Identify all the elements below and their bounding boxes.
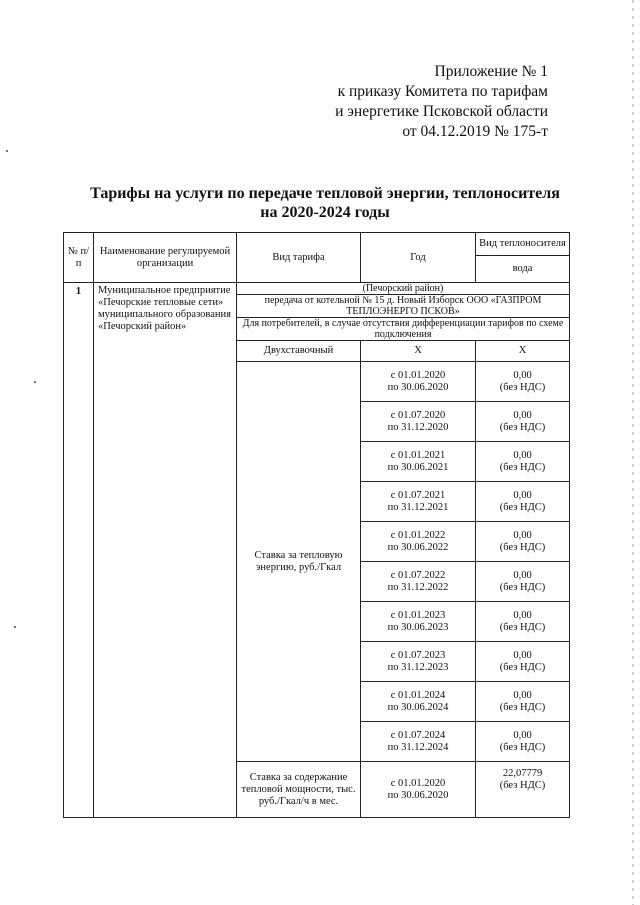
period-cell xyxy=(361,482,476,522)
period-cell xyxy=(361,402,476,442)
appendix-block xyxy=(335,62,548,142)
scan-speck xyxy=(14,626,16,628)
period-from: с 01.07.2021 xyxy=(390,489,446,501)
period-from: с 01.07.2024 xyxy=(390,729,446,741)
period-to: по 30.06.2023 xyxy=(387,621,449,633)
period-from: с 01.07.2020 xyxy=(390,409,446,421)
period-to: по 30.06.2021 xyxy=(387,461,449,473)
vat-note: (без НДС) xyxy=(499,501,546,513)
period-to: по 30.06.2024 xyxy=(387,701,449,713)
period-to: по 31.12.2020 xyxy=(387,421,449,433)
vat-note: (без НДС) xyxy=(499,741,546,753)
value-cell xyxy=(476,562,570,602)
value-cell xyxy=(476,362,570,402)
period-to: по 30.06.2020 xyxy=(387,789,449,801)
scan-speck xyxy=(34,381,36,383)
period-to: по 31.12.2021 xyxy=(387,501,449,513)
header-water: вода xyxy=(476,256,570,283)
scan-edge xyxy=(632,0,634,905)
value-cell xyxy=(476,722,570,762)
value-cell xyxy=(476,482,570,522)
vat-note: (без НДС) xyxy=(499,421,546,433)
value: 0,00 xyxy=(513,729,532,741)
period-cell xyxy=(361,762,476,818)
period-from: с 01.07.2022 xyxy=(390,569,446,581)
period-to: по 30.06.2022 xyxy=(387,541,449,553)
header-carrier: Вид теплоносителя xyxy=(476,233,570,256)
vat-note: (без НДС) xyxy=(499,780,546,791)
scan-speck xyxy=(6,150,8,152)
value: 0,00 xyxy=(513,449,532,461)
period-cell xyxy=(361,442,476,482)
energy-rate-label: Ставка за тепловую энергию, руб./Гкал xyxy=(237,362,361,762)
header-tariff-type: Вид тарифа xyxy=(237,233,361,283)
value-cell xyxy=(476,682,570,722)
capacity-rate-label: Ставка за содержание тепловой мощности, тыс. руб./Гкал/ч в мес. xyxy=(237,762,361,818)
table-row xyxy=(64,283,570,295)
value: 0,00 xyxy=(513,609,532,621)
appendix-line: Приложение № 1 xyxy=(434,63,548,80)
title-line: на 2020-2024 годы xyxy=(260,204,390,221)
value: 0,00 xyxy=(513,529,532,541)
vat-note: (без НДС) xyxy=(499,461,546,473)
appendix-line: от 04.12.2019 № 175-т xyxy=(402,123,548,140)
vat-note: (без НДС) xyxy=(499,581,546,593)
value: 22,07779 xyxy=(502,768,543,779)
value-cell xyxy=(476,522,570,562)
value: 0,00 xyxy=(513,569,532,581)
period-to: по 31.12.2022 xyxy=(387,581,449,593)
value-cell xyxy=(476,402,570,442)
value-cell xyxy=(476,602,570,642)
two-part-year: Х xyxy=(361,341,476,362)
appendix-line: и энергетике Псковской области xyxy=(335,103,548,120)
value: 0,00 xyxy=(513,649,532,661)
period-cell xyxy=(361,562,476,602)
header-org: Наименование регулируемой организации xyxy=(94,233,237,283)
period-from: с 01.01.2021 xyxy=(390,449,446,461)
period-from: с 01.01.2023 xyxy=(390,609,446,621)
vat-note: (без НДС) xyxy=(499,661,546,673)
period-from: с 01.07.2023 xyxy=(390,649,446,661)
org-name: Муниципальное предприятие «Печорские тепловые сети» муниципального образования «Печорский район» xyxy=(94,283,237,818)
transfer-label: передача от котельной № 15 д. Новый Изборск ООО «ГАЗПРОМ ТЕПЛОЭНЕРГО ПСКОВ» xyxy=(237,295,570,318)
vat-note: (без НДС) xyxy=(499,621,546,633)
period-cell xyxy=(361,642,476,682)
row-num: 1 xyxy=(64,283,94,818)
two-part-value: Х xyxy=(476,341,570,362)
value: 0,00 xyxy=(513,489,532,501)
period-from: с 01.01.2024 xyxy=(390,689,446,701)
period-to: по 31.12.2024 xyxy=(387,741,449,753)
period-cell xyxy=(361,522,476,562)
header-year: Год xyxy=(361,233,476,283)
document-title xyxy=(90,184,560,222)
vat-note: (без НДС) xyxy=(499,701,546,713)
title-line: Тарифы на услуги по передаче тепловой энергии, теплоносителя xyxy=(90,185,560,202)
table-header-row xyxy=(64,233,570,256)
value-cell xyxy=(476,642,570,682)
value: 0,00 xyxy=(513,409,532,421)
period-cell xyxy=(361,602,476,642)
value: 0,00 xyxy=(513,369,532,381)
vat-note: (без НДС) xyxy=(499,541,546,553)
consumers-label: Для потребителей, в случае отсутствия дифференциации тарифов по схеме подключения xyxy=(237,318,570,341)
period-from: с 01.01.2020 xyxy=(390,369,446,381)
period-from: с 01.01.2020 xyxy=(390,777,446,789)
period-to: по 31.12.2023 xyxy=(387,661,449,673)
header-num: № п/п xyxy=(64,233,94,283)
vat-note: (без НДС) xyxy=(499,381,546,393)
period-from: с 01.01.2022 xyxy=(390,529,446,541)
value: 0,00 xyxy=(513,689,532,701)
district-label: (Печорский район) xyxy=(237,283,570,295)
value-cell xyxy=(476,442,570,482)
period-to: по 30.06.2020 xyxy=(387,381,449,393)
appendix-line: к приказу Комитета по тарифам xyxy=(337,83,548,100)
period-cell xyxy=(361,362,476,402)
value-cell xyxy=(476,762,570,818)
tariff-table xyxy=(63,232,570,818)
two-part-label: Двухставочный xyxy=(237,341,361,362)
period-cell xyxy=(361,722,476,762)
period-cell xyxy=(361,682,476,722)
